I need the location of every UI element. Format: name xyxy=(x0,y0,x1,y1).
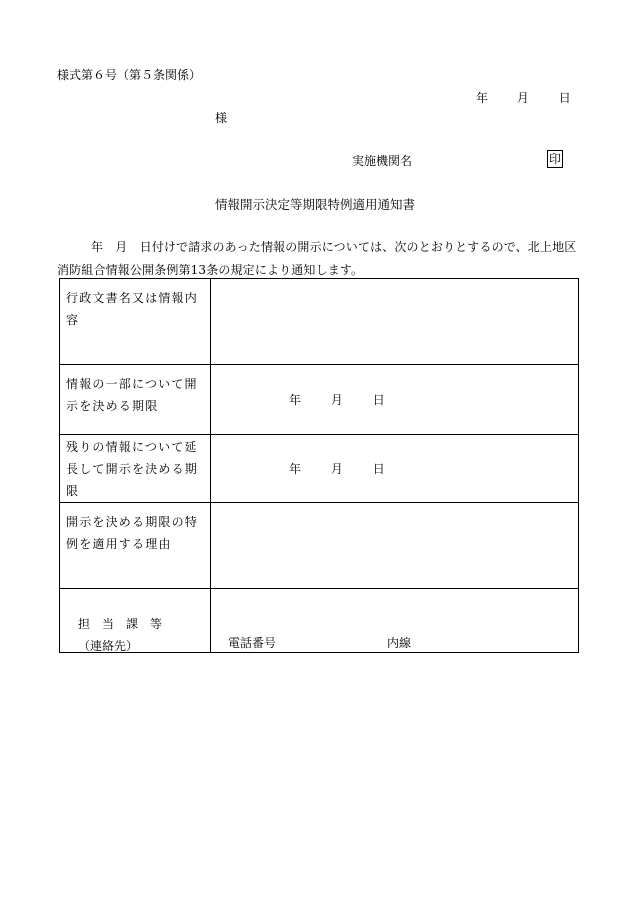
partial-deadline-label: 情報の一部について開示を決める期限 xyxy=(60,365,211,435)
month-label: 月 xyxy=(330,393,343,407)
remaining-deadline-label: 残りの情報について延長して開示を決める期限 xyxy=(60,435,211,503)
body-text: 年 月 日付けで請求のあった情報の開示については、次のとおりとするので、北上地区消防組合情報公開条例第13条の規定により通知します。 xyxy=(57,240,577,277)
department-label: 担 当 課 等 xyxy=(78,617,163,631)
contact-value xyxy=(211,589,579,653)
table-row xyxy=(60,435,579,503)
table-row xyxy=(60,503,579,589)
document-name-label: 行政文書名又は情報内容 xyxy=(60,279,211,365)
contact-sublabel: （連絡先） xyxy=(78,639,139,653)
form-number: 様式第６号（第５条関係） xyxy=(57,68,202,82)
month-label: 月 xyxy=(330,462,343,476)
addressee-suffix: 様 xyxy=(215,111,228,125)
month-label: 月 xyxy=(516,91,529,105)
reason-value xyxy=(211,503,579,589)
issuer-label: 実施機関名 xyxy=(352,154,413,168)
phone-label: 電話番号 xyxy=(228,636,277,650)
day-label: 日 xyxy=(372,462,385,476)
remaining-deadline-value xyxy=(211,435,579,503)
partial-deadline-value xyxy=(211,365,579,435)
year-label: 年 xyxy=(476,91,489,105)
document-name-value xyxy=(211,279,579,365)
year-label: 年 xyxy=(289,462,302,476)
day-label: 日 xyxy=(558,91,571,105)
document-title: 情報開示決定等期限特例適用通知書 xyxy=(214,197,415,212)
extension-label: 内線 xyxy=(387,636,412,650)
notice-table xyxy=(59,278,579,653)
year-label: 年 xyxy=(289,393,302,407)
table-row xyxy=(60,279,579,365)
table-row xyxy=(60,365,579,435)
contact-label xyxy=(60,589,211,653)
table-row xyxy=(60,589,579,653)
reason-label: 開示を決める期限の特例を適用する理由 xyxy=(60,503,211,589)
issue-date xyxy=(476,89,571,106)
seal-mark: 印 xyxy=(549,152,562,166)
day-label: 日 xyxy=(372,393,385,407)
